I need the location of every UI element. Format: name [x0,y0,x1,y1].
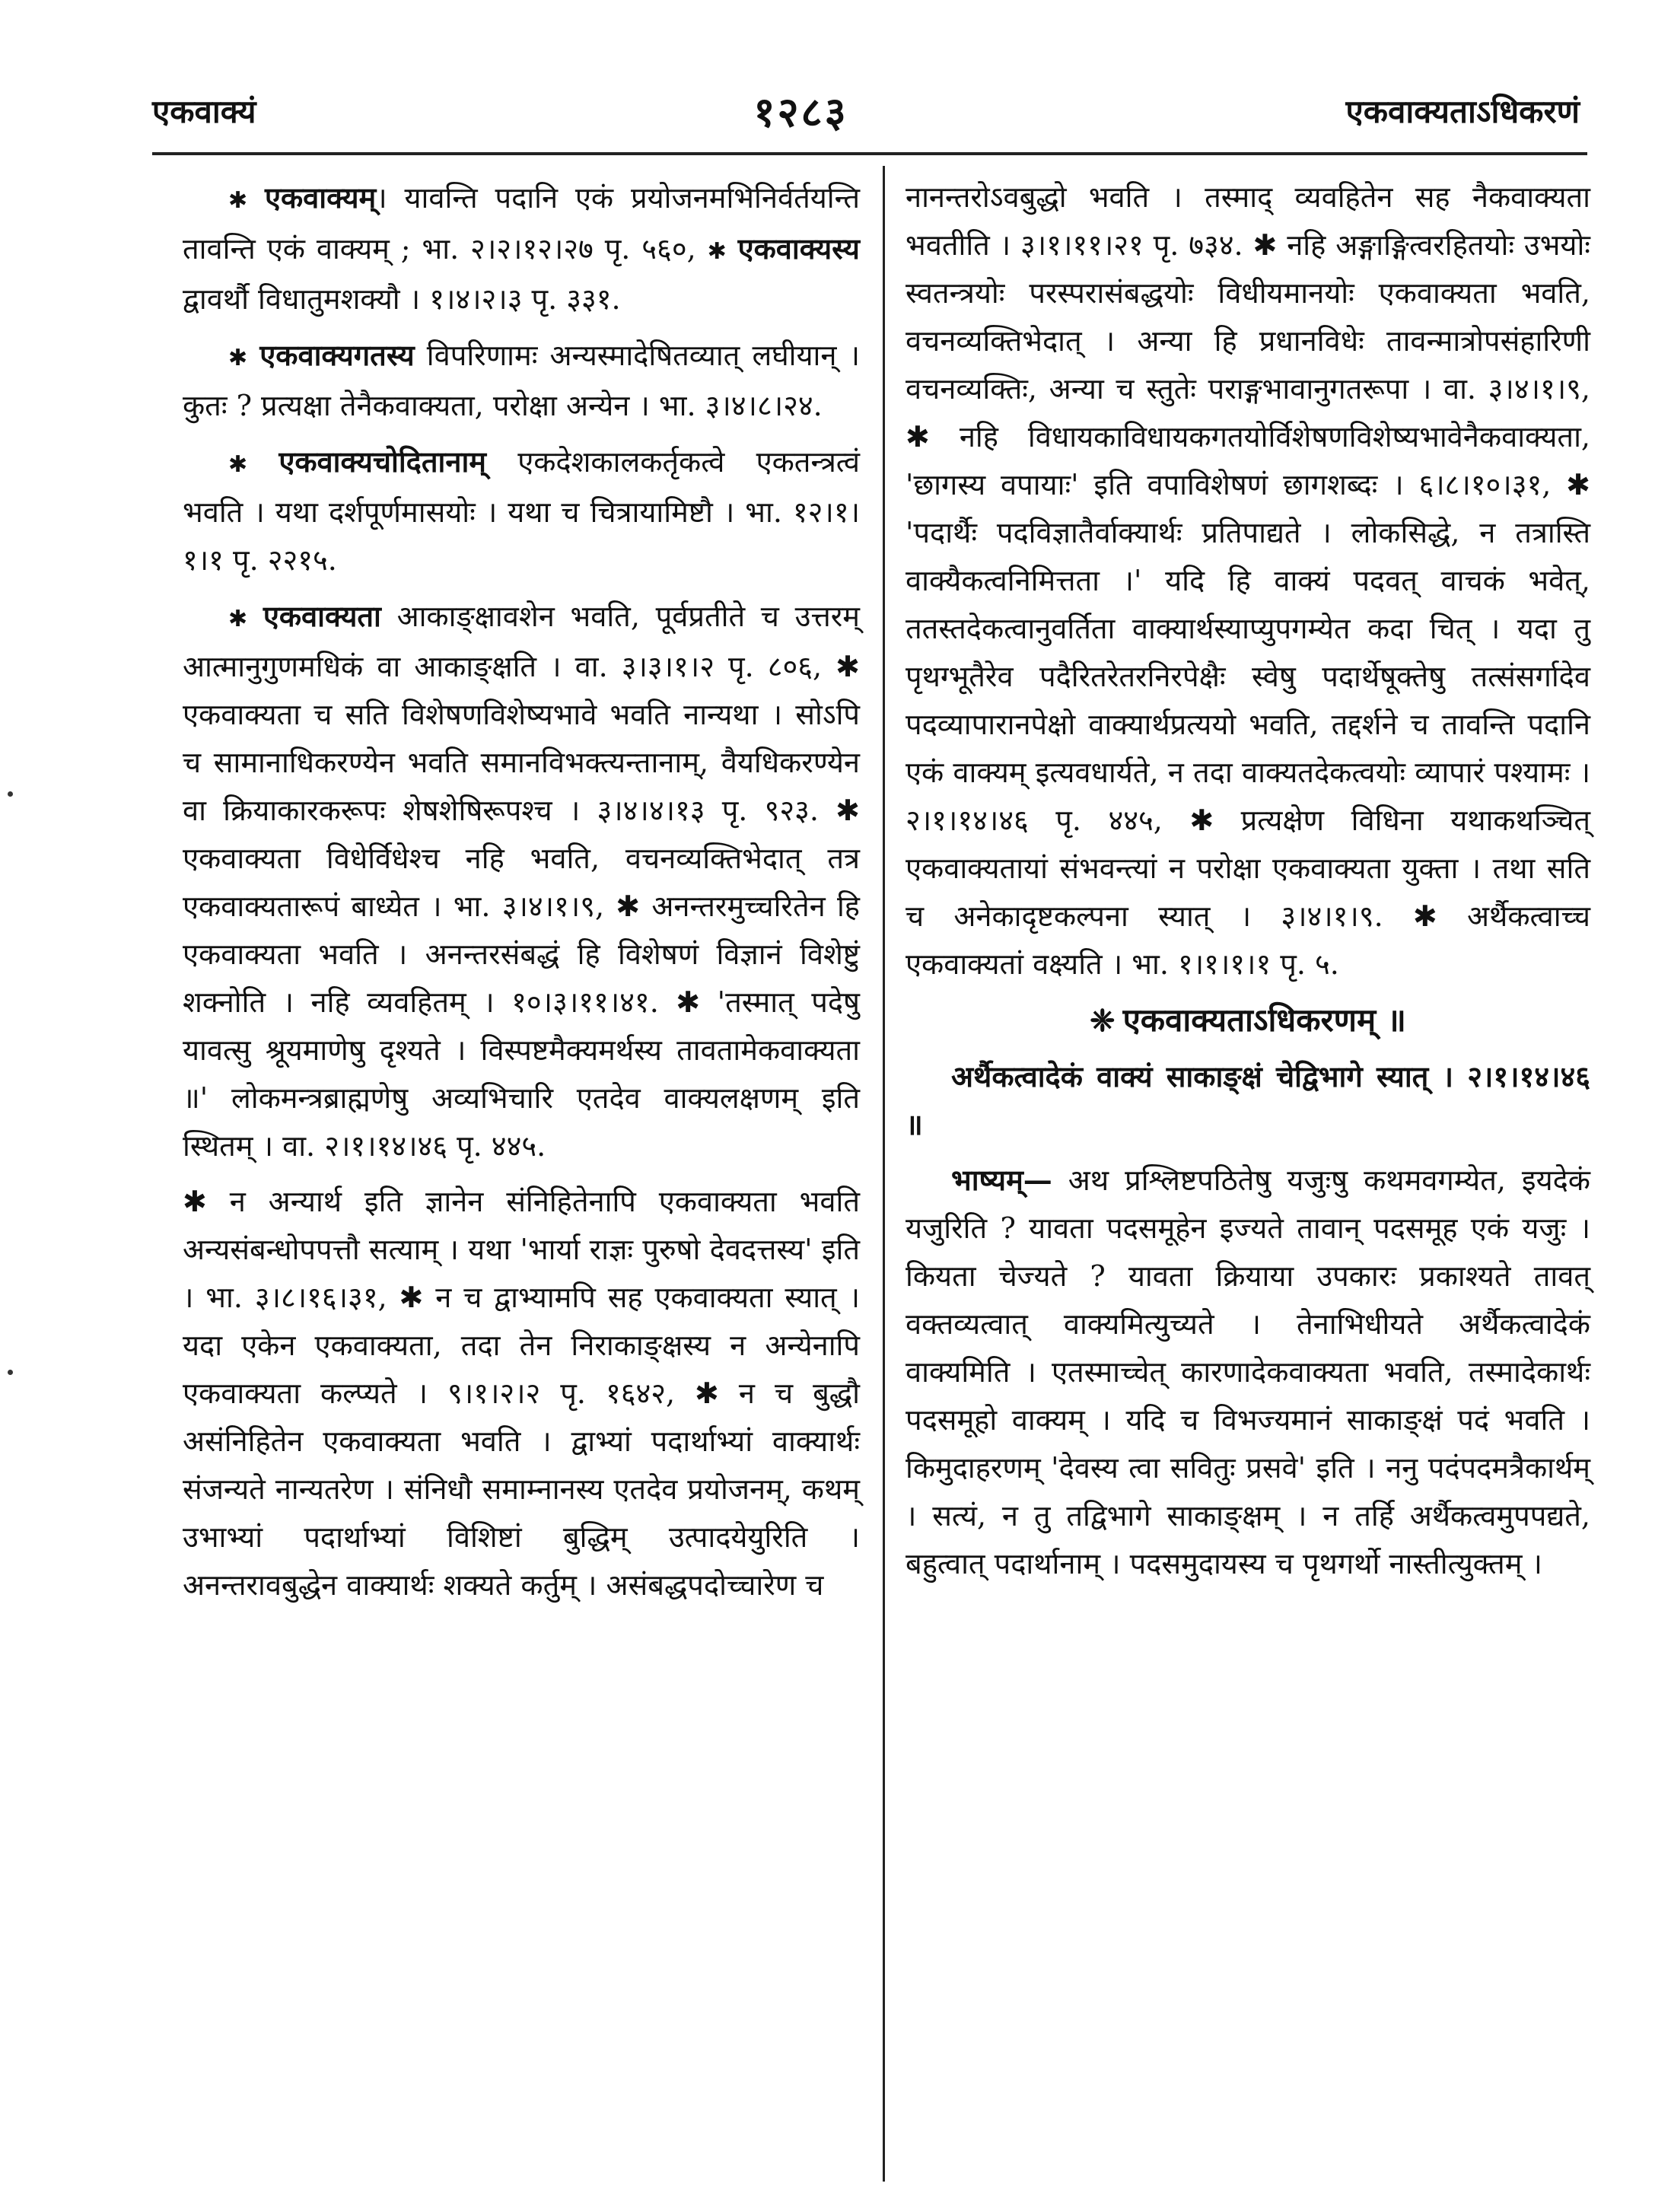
entry-headword: एकवाक्यस्य [737,231,860,266]
entry-text: आकाङ्क्षावशेन भवति, पूर्वप्रतीते च उत्तरम् आत्मानुगुणमधिकं वा आकाङ्क्षति । वा. ३।३।१।२ पृ. ८०६, ✱ एकवाक्यता च सति विशेषणविशेष्यभावे भवति नान्यथा । सोऽपि च सामानाधिकरण्येन भवति समानविभक्त्यन्तानाम्, वैयधिकरण्येन वा क्रियाकारकरूपः शेषशेषिरूपश्च । ३।४।४।१३ पृ. ९२३. ✱ एकवाक्यता विधेर्विधेश्च नहि भवति, वचनव्यक्तिभेदात् तत्र एकवाक्यतारूपं बाध्येत । भा. ३।४।१।९, ✱ अनन्तरमुच्चरितेन हि एकवाक्यता भवति । अनन्तरसंबद्धं हि विशेषणं विज्ञानं विशेष्टुं शक्नोति । नहि व्यवहितम् । १०।३।११।४१. ✱ 'तस्मात् पदेषु यावत्सु श्रूयमाणेषु दृश्यते । विस्पष्टमैक्यमर्थस्य तावतामेकवाक्यता ॥' लोकमन्त्रब्राह्मणेषु अव्यभिचारि एतदेव वाक्यलक्षणम् इति स्थितम् । वा. २।१।१४।४६ पृ. ४४५. [183,600,860,1163]
asterisk-icon: ✱ [707,238,727,265]
entry-text: द्वावर्थौ विधातुमशक्यौ । १।४।२।३ पृ. ३३१. [183,282,621,316]
entry-paragraph [906,173,1590,988]
right-column [906,173,1590,1596]
entry-paragraph [183,173,860,323]
column-divider [883,166,885,2182]
entry-paragraph [183,331,860,430]
bhashya-paragraph [906,1156,1590,1588]
asterisk-icon: ✱ [228,187,248,214]
asterisk-icon: ✱ [228,606,248,632]
bhashya-label: भाष्यम्— [951,1163,1052,1197]
entry-paragraph [183,592,860,1170]
asterisk-icon: ✱ [228,451,248,478]
entry-paragraph [183,438,860,584]
entry-headword: एकवाक्यम् [264,180,377,215]
page-number: १२८३ [753,88,848,136]
scan-speck [8,791,13,797]
bhashya-text: अथ प्रश्लिष्टपठितेषु यजुःषु कथमवगम्येत, इयदेकं यजुरिति ? यावता पदसमूहेन इज्यते तावान् पदसमूह एकं यजुः । कियता चेज्यते ? यावता क्रियाया उपकारः प्रकाश्यते तावत् वक्तव्यत्वात् वाक्यमित्युच्यते । तेनाभिधीयते अर्थैकत्वादेकं वाक्यमिति । एतस्माच्चेत् कारणादेकवाक्यता भवति, तस्मादेकार्थः पदसमूहो वाक्यम् । यदि च विभज्यमानं साकाङ्क्षं पदं भवति । किमुदाहरणम् 'देवस्य त्वा सवितुः प्रसवे' इति । ननु पदंपदमत्रैकार्थम् । सत्यं, न तु तद्विभागे साकाङ्क्षम् । न तर्हि अर्थैकत्वमुपपद्यते, बहुत्वात् पदार्थानाम् । पदसमुदायस्य च पृथगर्थो नास्तीत्युक्तम् । [906,1163,1590,1580]
entry-text: । यावन्ति पदानि एकं प्रयोजनमभिनिर्वर्तयन्ति तावन्ति एकं वाक्यम् ; भा. २।२।१२।२७ पृ. ५६०, [183,181,860,266]
entry-text: ✱ न अन्यार्थ इति ज्ञानेन संनिहितेनापि एकवाक्यता भवति अन्यसंबन्धोपपत्तौ सत्याम् । यथा 'भार्या राज्ञः पुरुषो देवदत्तस्य' इति । भा. ३।८।१६।३१, ✱ न च द्वाभ्यामपि सह एकवाक्यता स्यात् । यदा एकेन एकवाक्यता, तदा तेन निराकाङ्क्षस्य न अन्येनापि एकवाक्यता कल्प्यते । ९।१।२।२ पृ. १६४२, ✱ न च बुद्धौ असंनिहितेन एकवाक्यता भवति । द्वाभ्यां पदार्थाभ्यां वाक्यार्थः संजन्यते नान्यतरेण । संनिधौ समाम्नानस्य एतदेव प्रयोजनम्, कथम् उभाभ्यां पदार्थाभ्यां विशिष्टां बुद्धिम् उत्पादयेयुरिति । अनन्तरावबुद्धेन वाक्यार्थः शक्यते कर्तुम् । असंबद्धपदोच्चारेण च [183,1185,860,1602]
entry-headword: एकवाक्यता [263,599,381,633]
entry-paragraph [183,1178,860,1609]
scan-speck [8,1370,13,1375]
entry-headword: एकवाक्यगतस्य [259,338,415,372]
page-header [152,76,1580,145]
sutra-text: अर्थैकत्वादेकं वाक्यं साकाङ्क्षं चेद्विभागे स्यात् । २।१।१४।४६ ॥ [906,1059,1590,1141]
section-title: ❈ एकवाक्यताऽधिकरणम् ॥ [906,996,1590,1045]
running-head-right: एकवाक्यताऽधिकरणं [1345,92,1580,130]
running-head-left: एकवाक्यं [152,92,256,130]
section-mark-icon: ❈ [1090,1003,1116,1039]
header-rule [152,152,1587,155]
entry-text: नानन्तरोऽवबुद्धो भवति । तस्माद् व्यवहितेन सह नैकवाक्यता भवतीति । ३।१।११।२१ पृ. ७३४. ✱ नहि अङ्गाङ्गित्वरहितयोः उभयोः स्वतन्त्रयोः परस्परासंबद्धयोः विधीयमानयोः एकवाक्यता भवति, वचनव्यक्तिभेदात् । अन्या हि प्रधानविधेः तावन्मात्रोपसंहारिणी वचनव्यक्तिः, अन्या च स्तुतेः पराङ्गभावानुगतरूपा । वा. ३।४।१।९, ✱ नहि विधायकाविधायकगतयोर्विशेषणविशेष्यभावेनैकवाक्यता, 'छागस्य वपायाः' इति वपाविशेषणं छागशब्दः । ६।८।१०।३१, ✱ 'पदार्थैः पदविज्ञातैर्वाक्यार्थः प्रतिपाद्यते । लोकसिद्धे, न तत्रास्ति वाक्यैकत्वनिमित्तता ।' यदि हि वाक्यं पदवत् वाचकं भवेत्, ततस्तदेकत्वानुवर्तिता वाक्यार्थस्याप्युपगम्येत कदा चित् । यदा तु पृथग्भूतैरेव पदैरितरेतरनिरपेक्षैः स्वेषु पदार्थेषूक्तेषु तत्संसर्गादेव पदव्यापारानपेक्षो वाक्यार्थप्रत्ययो भवति, तद्दर्शने च तावन्ति पदानि एकं वाक्यम् इत्यवधार्यते, न तदा वाक्यतदेकत्वयोः व्यापारं पश्यामः । २।१।१४।४६ पृ. ४४५, ✱ प्रत्यक्षेण विधिना यथाकथञ्चित् एकवाक्यतायां संभवन्त्यां न परोक्षा एकवाक्यता युक्ता । तथा सति च अनेकादृष्टकल्पना स्यात् । ३।४।१।९. ✱ अर्थैकत्वाच्च एकवाक्यतां वक्ष्यति । भा. १।१।१।१ पृ. ५. [906,180,1590,981]
entry-headword: एकवाक्यचोदितानाम् [278,444,487,479]
entry-text: एकदेशकालकर्तृकत्वे एकतन्त्रत्वं भवति । यथा दर्शपूर्णमासयोः । यथा च चित्रायामिष्टौ । भा. १२।१।१।१ पृ. २२१५. [183,445,860,577]
entry-text: विपरिणामः अन्यस्मादेषितव्यात् लघीयान् । कुतः ? प्रत्यक्षा तेनैकवाक्यता, परोक्षा अन्येन । भा. ३।४।८।२४. [183,339,860,422]
left-column [183,173,860,1617]
asterisk-icon: ✱ [228,345,248,371]
